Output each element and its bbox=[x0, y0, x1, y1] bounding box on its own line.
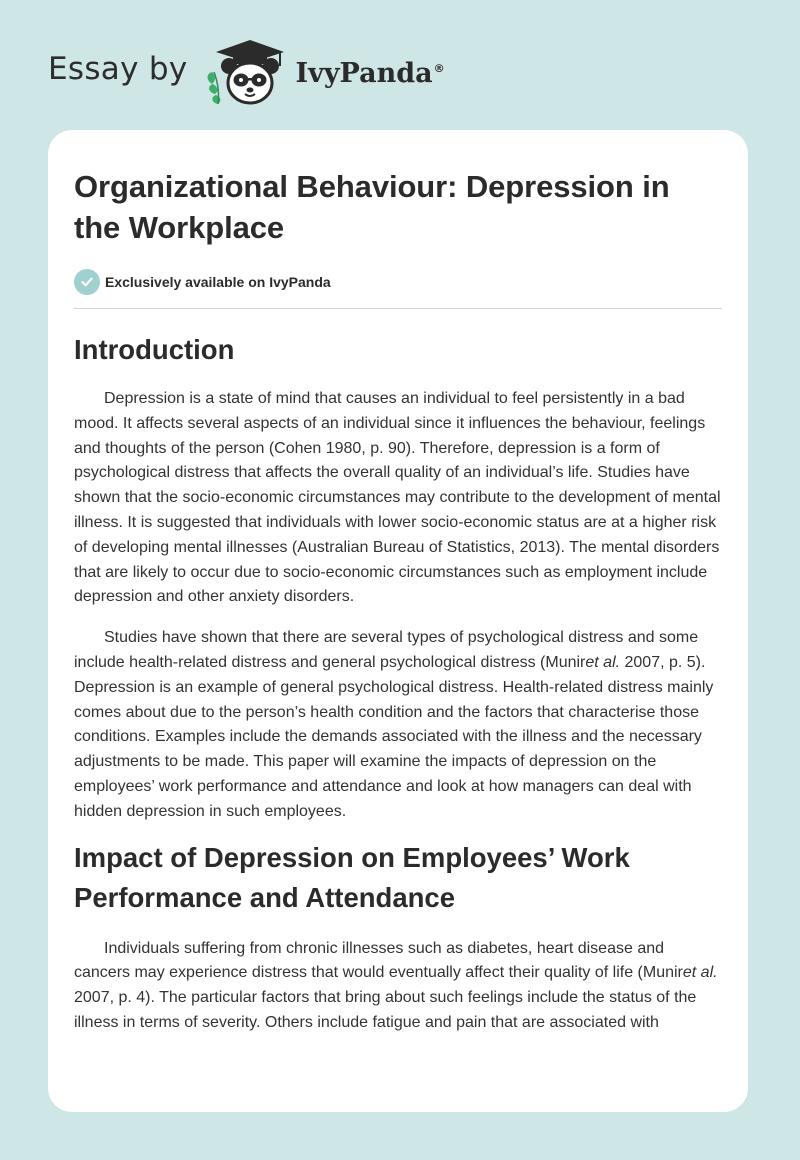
page-title: Organizational Behaviour: Depression in the Workplace bbox=[74, 169, 670, 245]
essay-card bbox=[48, 130, 748, 1112]
section-heading: Introduction bbox=[74, 334, 235, 365]
italic-text: et al. bbox=[585, 653, 621, 671]
brand-prefix: Essay by bbox=[48, 51, 188, 87]
paragraph: Depression is a state of mind that causes an individual to feel persistently in a bad mood. It affects several aspects of an individual since it influences the behaviour, feelings and thoughts of the person (Cohen 1980, p. 90). Therefore, depression is a form of psychological distress that affects the overall quality of an individual’s life. Studies have shown that the socio-economic circumstances may contribute to the development of mental illness. It is suggested that individuals with lower socio-economic status are at a higher risk of developing mental illnesses (Australian Bureau of Statistics, 2013). The mental disorders that are likely to occur due to socio-economic circumstances such as employment include depression and other anxiety disorders. bbox=[74, 390, 721, 606]
section-impact bbox=[74, 838, 722, 1036]
exclusive-badge bbox=[74, 268, 722, 296]
brand-name[interactable]: IvyPanda® bbox=[295, 57, 445, 89]
section-heading: Impact of Depression on Employees’ Work Performance and Attendance bbox=[74, 841, 630, 913]
section-introduction bbox=[74, 330, 722, 825]
divider bbox=[74, 308, 722, 309]
italic-text: et al. bbox=[682, 964, 718, 982]
paragraph: Individuals suffering from chronic illnesses such as diabetes, heart disease and cancers may experience distress that would eventually affect their quality of life (Muniret al. 2007, p. 4). The particular factors that bring about such feelings include the status of the illness in terms of severity. Others include fatigue and pain that are associated with bbox=[74, 939, 718, 1031]
panda-graduate-icon[interactable] bbox=[202, 36, 294, 108]
registered-mark: ® bbox=[433, 61, 445, 75]
check-circle-icon bbox=[74, 269, 100, 295]
badge-text: Exclusively available on IvyPanda bbox=[105, 274, 331, 290]
paragraph: Studies have shown that there are several types of psychological distress and some include health-related distress and general psychological distress (Muniret al. 2007, p. 5). Depression is an example of general psychological distress. Health-related distress mainly comes about due to the person’s health condition and the factors that characterise those conditions. Examples include the demands associated with the illness and the necessary adjustments to be made. This paper will examine the impacts of depression on the employees’ work performance and attendance and look at how managers can deal with hidden depression in such employees. bbox=[74, 629, 714, 820]
brand-header bbox=[48, 36, 445, 108]
